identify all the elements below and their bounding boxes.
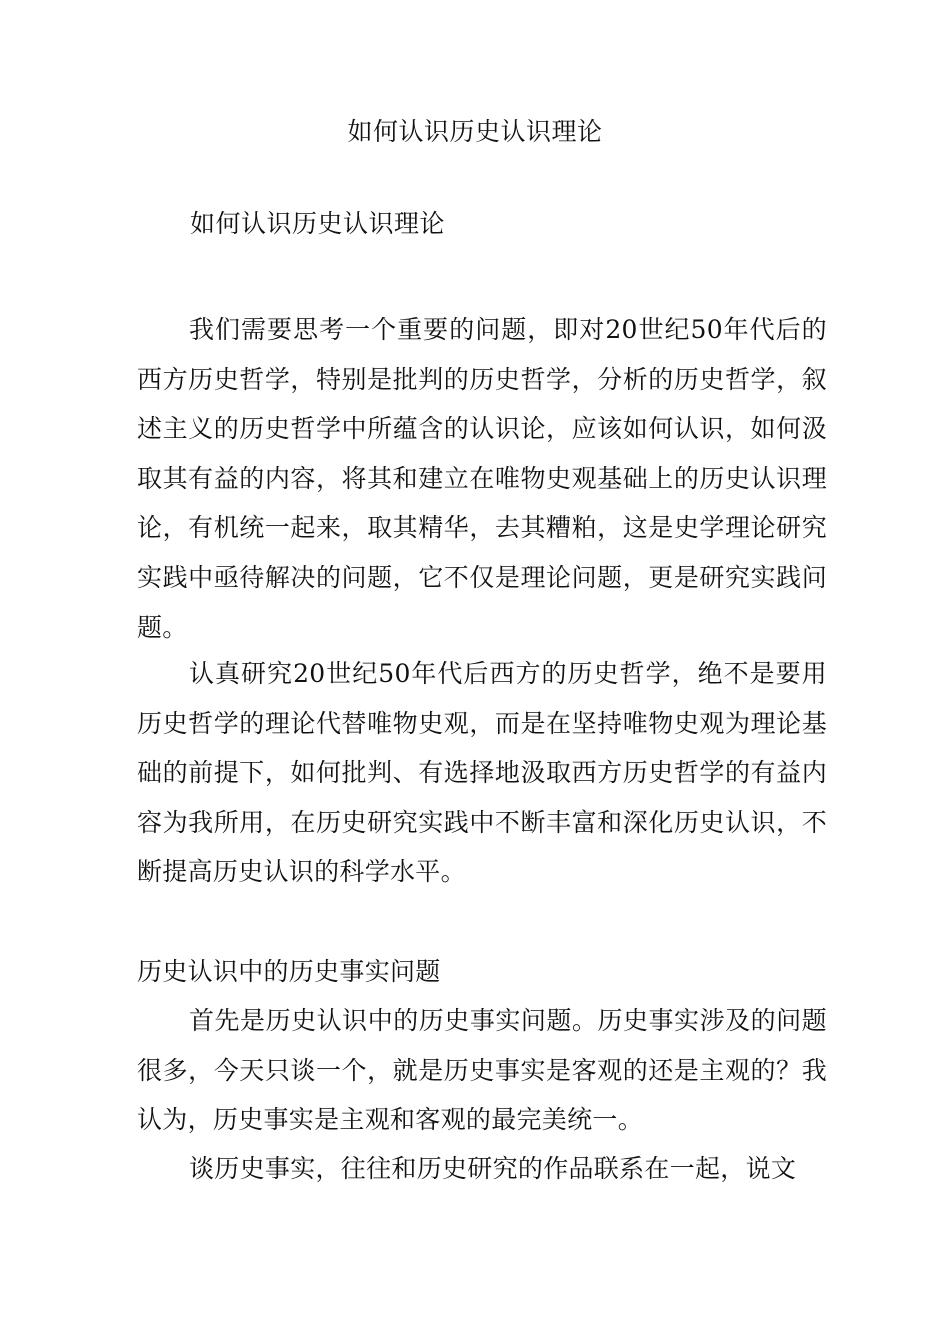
section-heading: 历史认识中的历史事实问题 xyxy=(137,957,441,986)
section-paragraph-2: 谈历史事实，往往和历史研究的作品联系在一起，说文 xyxy=(189,1154,797,1183)
document-title: 如何认识历史认识理论 xyxy=(347,117,603,146)
body-paragraph-1: 我们需要思考一个重要的问题，即对20世纪50年代后的西方历史哲学，特别是批判的历史哲学，分析的历史哲学，叙述主义的历史哲学中所蕴含的认识论，应该如何认识，如何汲取其有益的内容，将其和建立在唯物史观基础上的历史认识理论，有机统一起来，取其精华，去其糟粕，这是史学理论研究实践中亟待解决的问题，它不仅是理论问题，更是研究实践问题。 xyxy=(137,315,827,642)
body-paragraph-2: 认真研究20世纪50年代后西方的历史哲学，绝不是要用历史哲学的理论代替唯物史观，而是在坚持唯物史观为理论基础的前提下，如何批判、有选择地汲取西方历史哲学的有益内容为我所用，在历史研究实践中不断丰富和深化历史认识，不断提高历史认识的科学水平。 xyxy=(137,659,827,887)
section-paragraph-1: 首先是历史认识中的历史事实问题。历史事实涉及的问题很多，今天只谈一个，就是历史事实是客观的还是主观的？我认为，历史事实是主观和客观的最完美统一。 xyxy=(137,1006,827,1135)
document-subtitle: 如何认识历史认识理论 xyxy=(190,209,446,238)
